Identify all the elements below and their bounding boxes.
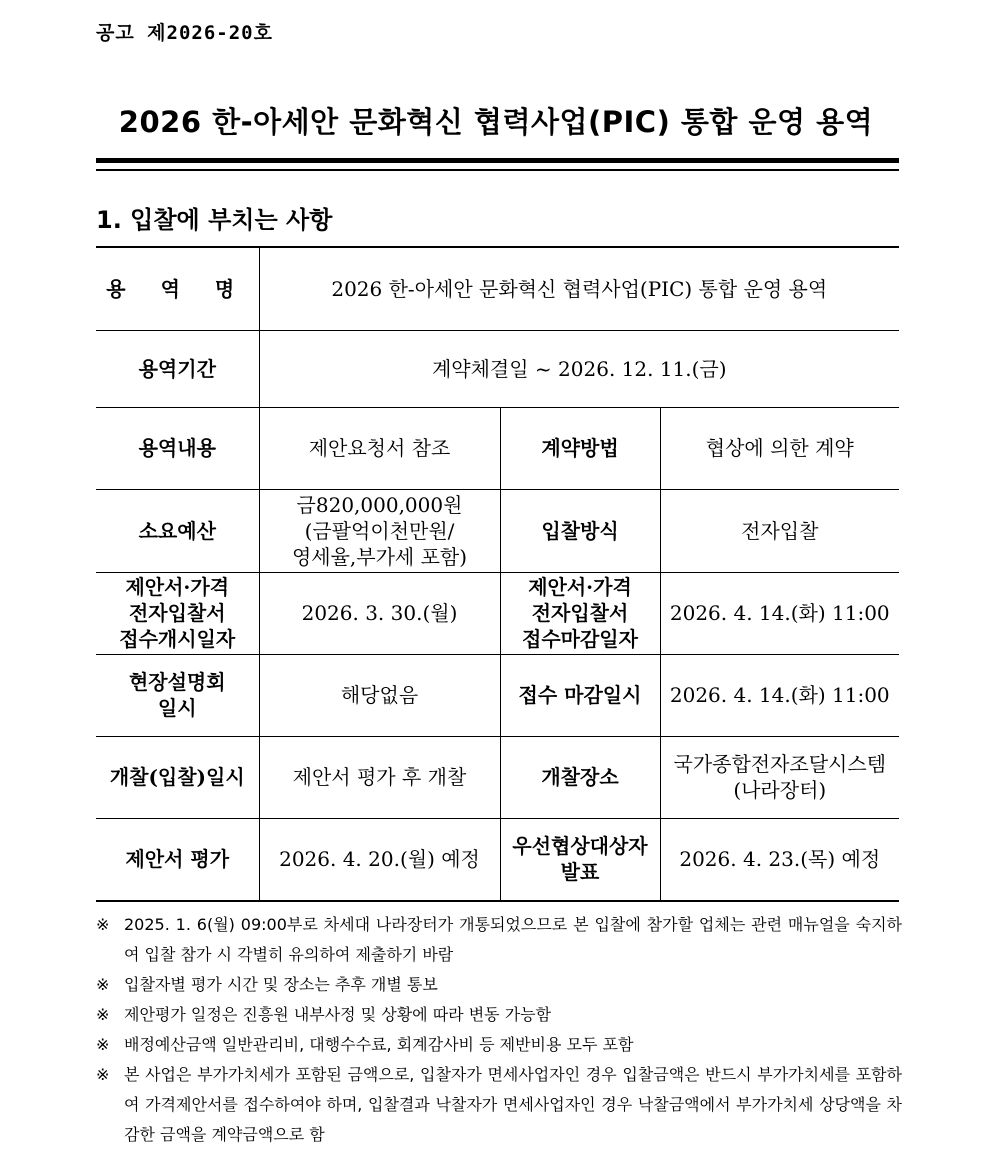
submit-close-value: 2026. 4. 14.(화) 11:00: [660, 572, 899, 654]
announce-value: 2026. 4. 23.(목) 예정: [660, 818, 899, 901]
deadline-value: 2026. 4. 14.(화) 11:00: [660, 654, 899, 736]
deadline-label: 접수 마감일시: [500, 654, 660, 736]
budget-value: 금820,000,000원 (금팔억이천만원/ 영세율,부가세 포함): [259, 489, 500, 572]
list-item: [96, 910, 902, 970]
submit-open-label: 제안서·가격 전자입찰서 접수개시일자: [96, 572, 259, 654]
note-text: 제안평가 일정은 진흥원 내부사정 및 상황에 따라 변동 가능함: [124, 1005, 552, 1024]
reference-mark: ※: [96, 1035, 110, 1054]
table-row: [96, 736, 899, 818]
evaluation-label: 제안서 평가: [96, 818, 259, 901]
reference-mark: ※: [96, 1005, 110, 1024]
budget-label: 소요예산: [96, 489, 259, 572]
table-row: [96, 654, 899, 736]
list-item: [96, 1000, 902, 1030]
section-heading: 1. 입찰에 부치는 사항: [96, 206, 333, 234]
list-item: [96, 1030, 902, 1060]
reference-mark: ※: [96, 975, 110, 994]
briefing-value: 해당없음: [259, 654, 500, 736]
note-text: 입찰자별 평가 시간 및 장소는 추후 개별 통보: [124, 975, 438, 994]
content-label: 용역내용: [96, 407, 259, 489]
title-rule-thick: [96, 158, 899, 163]
list-item: [96, 1060, 902, 1150]
note-text: 본 사업은 부가가치세가 포함된 금액으로, 입찰자가 면세사업자인 경우 입찰금액은 반드시 부가가치세를 포함하여 가격제안서를 접수하여야 하며, 입찰결과 낙찰자가 면세사업자인 경우 낙찰금액에서 부가가치세 상당액을 차감한 금액을 계약금액으로 함: [124, 1065, 902, 1144]
bid-method-value: 전자입찰: [660, 489, 899, 572]
table-row: [96, 407, 899, 489]
bid-info-table: [96, 246, 899, 902]
service-name-label: 용 역 명: [96, 247, 259, 330]
list-item: [96, 970, 902, 1000]
evaluation-value: 2026. 4. 20.(월) 예정: [259, 818, 500, 901]
title-rule-thin: [96, 169, 899, 171]
opening-place-value: 국가종합전자조달시스템 (나라장터): [660, 736, 899, 818]
table-row: [96, 818, 899, 901]
bid-method-label: 입찰방식: [500, 489, 660, 572]
document-title: 2026 한-아세안 문화혁신 협력사업(PIC) 통합 운영 용역: [118, 105, 874, 139]
table-row: [96, 330, 899, 407]
contract-method-value: 협상에 의한 계약: [660, 407, 899, 489]
note-text: 배정예산금액 일반관리비, 대행수수료, 회계감사비 등 제반비용 모두 포함: [124, 1035, 634, 1054]
table-row: [96, 572, 899, 654]
opening-place-label: 개찰장소: [500, 736, 660, 818]
submit-close-label: 제안서·가격 전자입찰서 접수마감일자: [500, 572, 660, 654]
content-value: 제안요청서 참조: [259, 407, 500, 489]
reference-mark: ※: [96, 915, 110, 934]
briefing-label: 현장설명회 일시: [96, 654, 259, 736]
table-row: [96, 247, 899, 330]
service-name-value: 2026 한-아세안 문화혁신 협력사업(PIC) 통합 운영 용역: [259, 247, 899, 330]
notes-list: [96, 910, 902, 1150]
announce-label: 우선협상대상자 발표: [500, 818, 660, 901]
period-value: 계약체결일 ~ 2026. 12. 11.(금): [259, 330, 899, 407]
period-label: 용역기간: [96, 330, 259, 407]
note-text: 2025. 1. 6(월) 09:00부로 차세대 나라장터가 개통되었으므로 본 입찰에 참가할 업체는 관련 매뉴얼을 숙지하여 입찰 참가 시 각별히 유의하여 제출하기 바람: [124, 915, 902, 964]
submit-open-value: 2026. 3. 30.(월): [259, 572, 500, 654]
opening-label: 개찰(입찰)일시: [96, 736, 259, 818]
reference-mark: ※: [96, 1065, 110, 1084]
contract-method-label: 계약방법: [500, 407, 660, 489]
opening-value: 제안서 평가 후 개찰: [259, 736, 500, 818]
table-row: [96, 489, 899, 572]
notice-number: 공고 제2026-20호: [96, 22, 273, 44]
